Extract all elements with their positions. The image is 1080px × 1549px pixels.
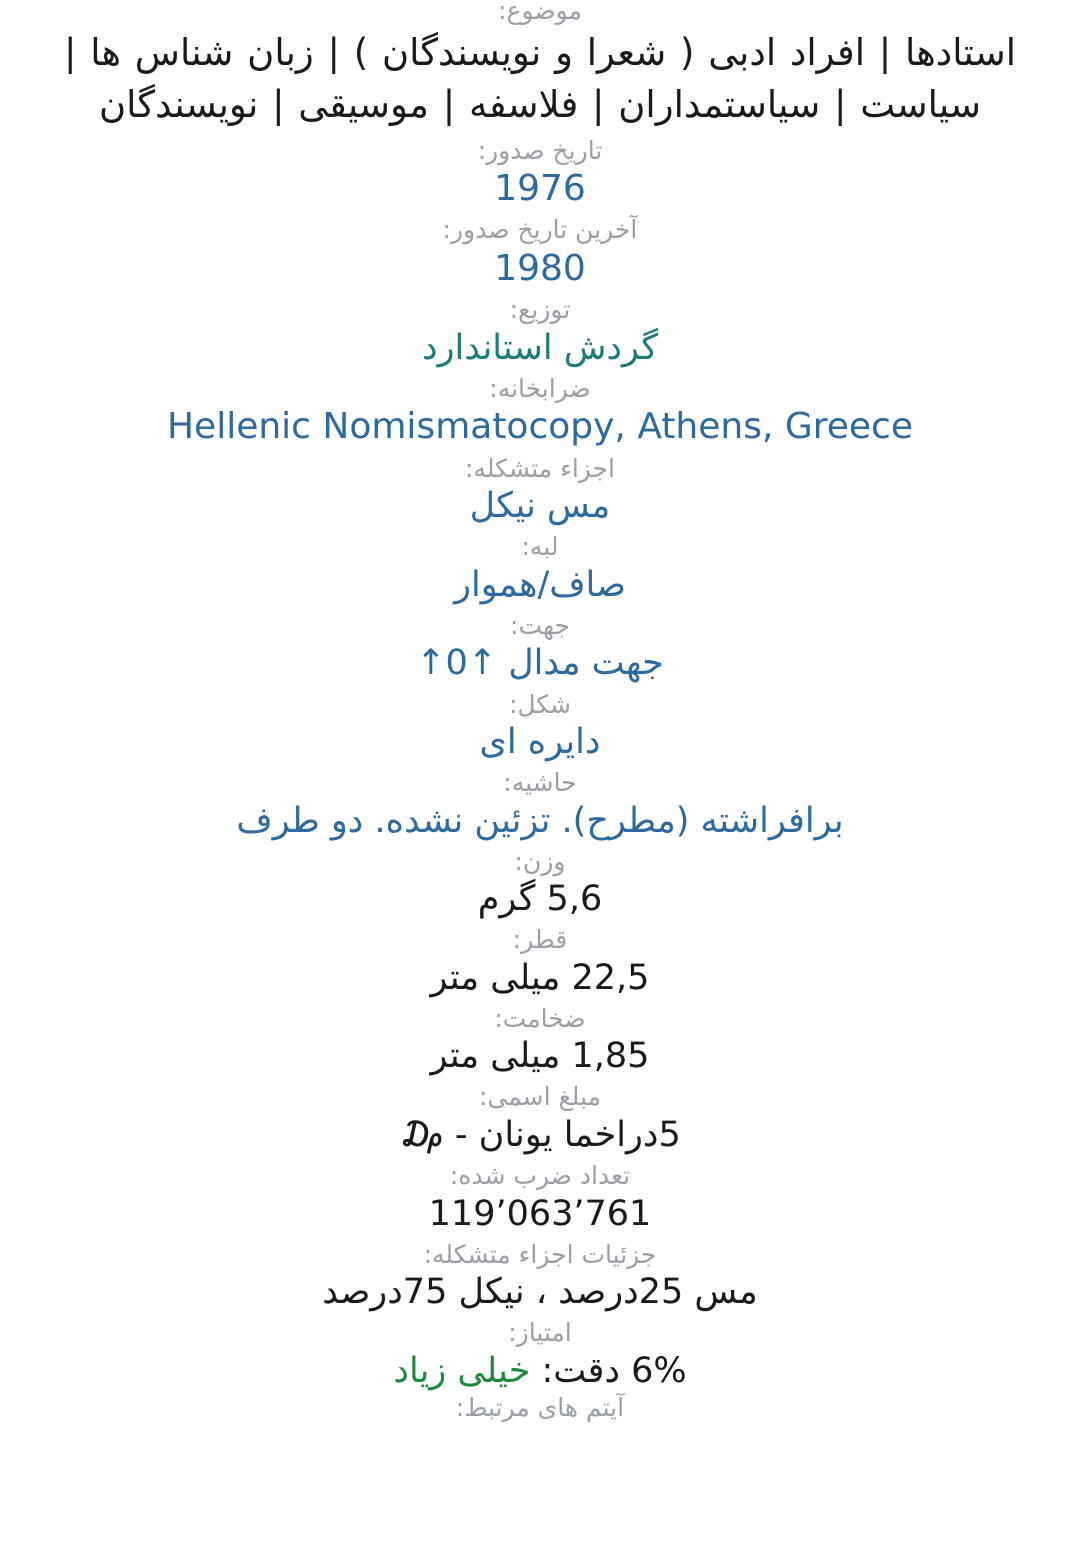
field-composition-details (18, 1240, 1062, 1315)
field-issue-date (18, 136, 1062, 212)
field-mint-label: ضرابخانه: (489, 373, 591, 403)
field-composition-value: مس نیکل (469, 486, 611, 527)
field-last-issue-date-value: 1980 (494, 247, 586, 289)
field-rim (18, 768, 1062, 843)
field-distribution-label: توزیع: (509, 295, 571, 325)
field-mintage (18, 1161, 1062, 1236)
field-orientation-label: جهت: (510, 610, 570, 640)
field-diameter-label: قطر: (512, 925, 568, 955)
field-edge-value: صاف/هموار (454, 564, 626, 605)
field-last-issue-date-label: آخرین تاریخ صدور: (442, 215, 638, 245)
field-rim-label: حاشیه: (503, 768, 577, 798)
field-mintage-value: 119٬063٬761 (428, 1193, 652, 1234)
field-composition (18, 454, 1062, 529)
field-mint-value: Hellenic Nomismatocopy, Athens, Greece (166, 406, 913, 448)
field-weight-value: 5,6 گرم (477, 879, 603, 920)
field-mintage-label: تعداد ضرب شده: (449, 1161, 631, 1191)
field-weight-label: وزن: (514, 846, 566, 876)
score-accuracy-label: دقت: (541, 1350, 620, 1391)
field-shape-value: دایره ای (479, 722, 601, 763)
field-issue-date-label: تاریخ صدور: (477, 135, 603, 165)
score-accuracy-value: خیلی زیاد (393, 1350, 531, 1391)
field-edge (18, 532, 1062, 607)
field-face-value-value: 5دراخما یونان - ₯ (399, 1114, 681, 1155)
field-score (18, 1318, 1062, 1393)
field-subject-value: استادها | افراد ادبی ( شعرا و نویسندگان ) | زبان شناس ها | سیاست | سیاستمداران | فلاسفه | موسیقی | نویسندگان (64, 30, 1016, 127)
field-orientation-value: جهت مدال ↑0↑ (416, 643, 664, 684)
field-shape (18, 690, 1062, 765)
field-issue-date-value: 1976 (494, 168, 586, 210)
field-subject (18, 0, 1062, 132)
field-related-items-label: آیتم های مرتبط: (455, 1392, 625, 1422)
field-edge-label: لبه: (521, 532, 559, 562)
field-distribution (18, 295, 1062, 370)
score-percent: 6% (631, 1350, 687, 1391)
field-mint (18, 374, 1062, 450)
field-score-label: امتیاز: (508, 1318, 572, 1348)
field-composition-details-value: مس 25درصد ، نیکل 75درصد (322, 1272, 758, 1313)
field-orientation (18, 611, 1062, 686)
field-diameter-value: 22,5 میلی متر (430, 957, 650, 998)
field-face-value-label: مبلغ اسمی: (478, 1082, 602, 1112)
field-thickness-value: 1,85 میلی متر (430, 1036, 650, 1077)
field-distribution-value: گردش استاندارد (421, 327, 658, 368)
field-score-value (18, 1349, 1062, 1393)
field-rim-value: برافراشته (مطرح). تزئین نشده. دو طرف (236, 800, 844, 841)
field-composition-label: اجزاء متشکله: (465, 453, 615, 483)
field-diameter (18, 925, 1062, 1000)
field-shape-label: شکل: (508, 689, 572, 719)
field-last-issue-date (18, 215, 1062, 291)
field-weight (18, 847, 1062, 922)
field-thickness-label: ضخامت: (494, 1003, 586, 1033)
field-subject-label: موضوع: (498, 0, 582, 25)
field-thickness (18, 1004, 1062, 1079)
field-face-value (18, 1082, 1062, 1157)
field-related-items (18, 1393, 1062, 1424)
field-composition-details-label: جزئیات اجزاء متشکله: (423, 1239, 657, 1269)
